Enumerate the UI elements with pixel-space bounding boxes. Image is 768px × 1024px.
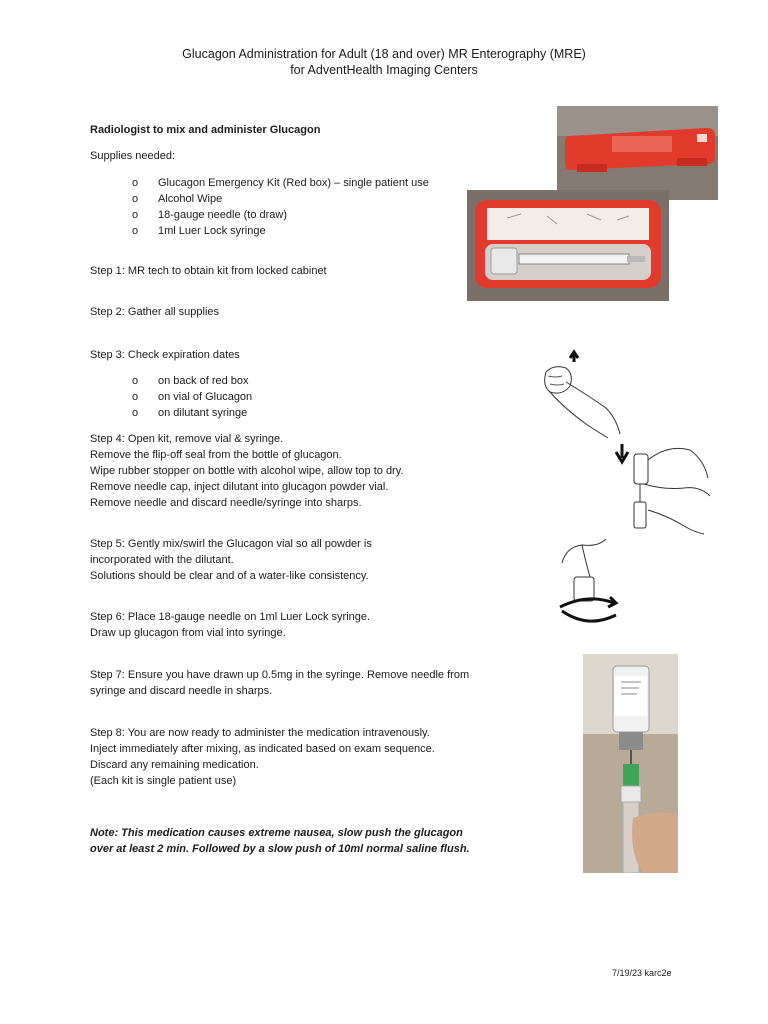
bullet-marker: o — [132, 193, 139, 205]
open-kit-illustration — [467, 190, 669, 301]
list-item: o 1ml Luer Lock syringe — [132, 225, 266, 237]
step-5-line: Step 5: Gently mix/swirl the Glucagon vial so all powder is — [90, 538, 372, 550]
step-5 — [90, 536, 372, 584]
closed-kit-photo — [557, 106, 718, 200]
safety-note — [90, 825, 470, 857]
bullet-marker: o — [132, 375, 139, 387]
vial-syringe-illustration — [583, 654, 678, 873]
section-heading: Radiologist to mix and administer Glucagon — [90, 124, 321, 136]
bullet-marker: o — [132, 225, 139, 237]
bullet-marker: o — [132, 177, 139, 189]
step-8-line: Inject immediately after mixing, as indicated based on exam sequence. — [90, 743, 435, 755]
bullet-marker: o — [132, 391, 139, 403]
list-item: o on vial of Glucagon — [132, 391, 253, 403]
list-item: o Alcohol Wipe — [132, 193, 223, 205]
step-4-line: Step 4: Open kit, remove vial & syringe. — [90, 433, 284, 445]
step-4-line: Remove needle cap, inject dilutant into glucagon powder vial. — [90, 481, 389, 493]
step-3-label: Step 3: Check expiration dates — [90, 349, 240, 361]
injection-hands-illustration — [604, 430, 716, 538]
step-6-line: Step 6: Place 18-gauge needle on 1ml Luer Lock syringe. — [90, 611, 371, 623]
vial-syringe-photo — [583, 654, 678, 873]
step-8-line: (Each kit is single patient use) — [90, 775, 237, 787]
list-item: o Glucagon Emergency Kit (Red box) – single patient use — [132, 177, 429, 189]
open-kit-photo — [467, 190, 669, 301]
bullet-marker: o — [132, 407, 139, 419]
list-item: o on back of red box — [132, 375, 249, 387]
step-3-list — [132, 373, 252, 421]
closed-kit-illustration — [557, 106, 718, 200]
inject-dilutant-drawing — [604, 430, 716, 538]
step-7-line: syringe and discard needle in sharps. — [90, 685, 273, 697]
swirl-vial-drawing — [554, 533, 624, 627]
list-item: o 18-gauge needle (to draw) — [132, 209, 288, 221]
bullet-marker: o — [132, 209, 139, 221]
title-line-1: Glucagon Administration for Adult (18 and over) MR Enterography (MRE) — [182, 47, 586, 61]
step-4-line: Remove the flip-off seal from the bottle of glucagon. — [90, 449, 342, 461]
note-line: Note: This medication causes extreme nausea, slow push the glucagon — [90, 827, 463, 839]
step-4 — [90, 431, 403, 511]
step-8-line: Step 8: You are now ready to administer the medication intravenously. — [90, 727, 430, 739]
step-1: Step 1: MR tech to obtain kit from locked cabinet — [90, 265, 327, 277]
footer-date: 7/19/23 karc2e — [612, 968, 672, 978]
step-6-line: Draw up glucagon from vial into syringe. — [90, 627, 286, 639]
list-item: o on dilutant syringe — [132, 407, 248, 419]
supplies-label: Supplies needed: — [90, 150, 176, 162]
step-2: Step 2: Gather all supplies — [90, 306, 220, 318]
step-6 — [90, 609, 370, 641]
swirl-hand-illustration — [554, 533, 624, 627]
step-4-line: Remove needle and discard needle/syringe into sharps. — [90, 497, 362, 509]
step-8-line: Discard any remaining medication. — [90, 759, 259, 771]
hand-vial-illustration — [536, 346, 626, 442]
supplies-list — [132, 175, 429, 239]
step-5-line: Solutions should be clear and of a water-like consistency. — [90, 570, 369, 582]
step-5-line: incorporated with the dilutant. — [90, 554, 234, 566]
document-title — [0, 46, 768, 78]
remove-seal-drawing — [536, 346, 626, 442]
note-line: over at least 2 min. Followed by a slow push of 10ml normal saline flush. — [90, 843, 470, 855]
step-7 — [90, 667, 469, 699]
title-line-2: for AdventHealth Imaging Centers — [290, 63, 478, 77]
step-8 — [90, 725, 435, 789]
step-4-line: Wipe rubber stopper on bottle with alcohol wipe, allow top to dry. — [90, 465, 404, 477]
step-7-line: Step 7: Ensure you have drawn up 0.5mg in the syringe. Remove needle from — [90, 669, 470, 681]
